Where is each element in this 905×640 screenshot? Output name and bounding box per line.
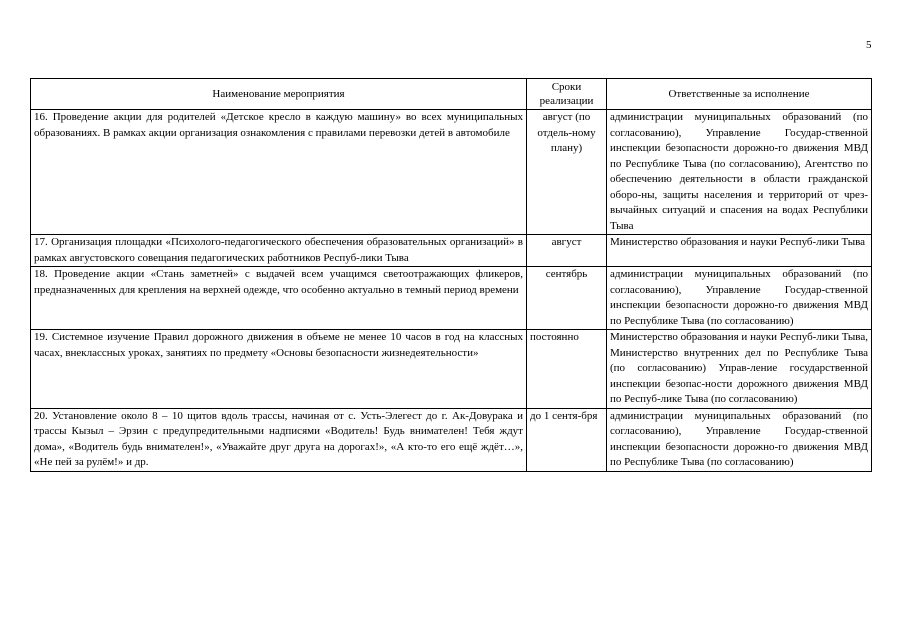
table-row bbox=[31, 235, 872, 267]
event-cell: 16. Проведение акции для родителей «Детское кресло в каждую машину» во всех муниципальных образованиях. В рамках акции организация ознакомления с правилами перевозки детей в автомобиле bbox=[31, 110, 527, 235]
deadline-cell: постоянно bbox=[527, 330, 607, 409]
action-plan-table bbox=[30, 78, 872, 472]
table-row bbox=[31, 267, 872, 330]
event-cell: 20. Установление около 8 – 10 щитов вдоль трассы, начиная от с. Усть-Элегест до г. Ак-Довурака и трассы Кызыл – Эрзин с предупредительными надписями «Водитель! Будь внимателен! Тебя ждут дома», «Водитель будь внимателен!», «Уважайте друг друга на дорогах!», «А кто-то его ещё ждёт…», «Не пей за рулём!» и др. bbox=[31, 408, 527, 471]
event-cell: 19. Системное изучение Правил дорожного движения в объеме не менее 10 часов в год на классных часах, внеклассных уроках, занятиях по предмету «Основы безопасности жизнедеятельности» bbox=[31, 330, 527, 409]
event-cell: 17. Организация площадки «Психолого-педагогического обеспечения образовательных организаций» в рамках августовского совещания педагогических работников Респуб-лики Тыва bbox=[31, 235, 527, 267]
header-event: Наименование мероприятия bbox=[31, 79, 527, 110]
table-row bbox=[31, 110, 872, 235]
deadline-cell: август bbox=[527, 235, 607, 267]
table-row bbox=[31, 330, 872, 409]
deadline-cell: август (по отдель-ному плану) bbox=[527, 110, 607, 235]
table-header-row bbox=[31, 79, 872, 110]
header-responsible: Ответственные за исполнение bbox=[607, 79, 872, 110]
header-deadline: Сроки реализации bbox=[527, 79, 607, 110]
responsible-cell: администрации муниципальных образований (по согласованию), Управление Государ-ственной инспекции безопасности дорожно-го движения МВД по Республике Тыва (по согласованию) bbox=[607, 267, 872, 330]
page-number: 5 bbox=[866, 39, 872, 51]
deadline-cell: до 1 сентя-бря bbox=[527, 408, 607, 471]
deadline-cell: сентябрь bbox=[527, 267, 607, 330]
responsible-cell: администрации муниципальных образований (по согласованию), Управление Государ-ственной инспекции безопасности дорожно-го движения МВД по Республике Тыва (по согласованию) bbox=[607, 408, 872, 471]
responsible-cell: Министерство образования и науки Респуб-лики Тыва bbox=[607, 235, 872, 267]
responsible-cell: администрации муниципальных образований (по согласованию), Управление Государ-ственной инспекции безопасности дорожно-го движения МВД по Республике Тыва (по согласованию), Агентство по обеспечению деятельности в области гражданской оборо-ны, защиты населения и территорий от чрез-вычайных ситуаций и спасения на водах Республики Тыва bbox=[607, 110, 872, 235]
event-cell: 18. Проведение акции «Стань заметней» с выдачей всем учащимся светоотражающих фликеров, предназначенных для крепления на верхней одежде, что особенно актуально в темный период времени bbox=[31, 267, 527, 330]
table-row bbox=[31, 408, 872, 471]
responsible-cell: Министерство образования и науки Респуб-лики Тыва, Министерство внутренних дел по Республике Тыва (по согласованию) Управ-ление государственной инспекции безопас-ности дорожного движения МВД по Респуб-лике Тыва (по согласованию) bbox=[607, 330, 872, 409]
